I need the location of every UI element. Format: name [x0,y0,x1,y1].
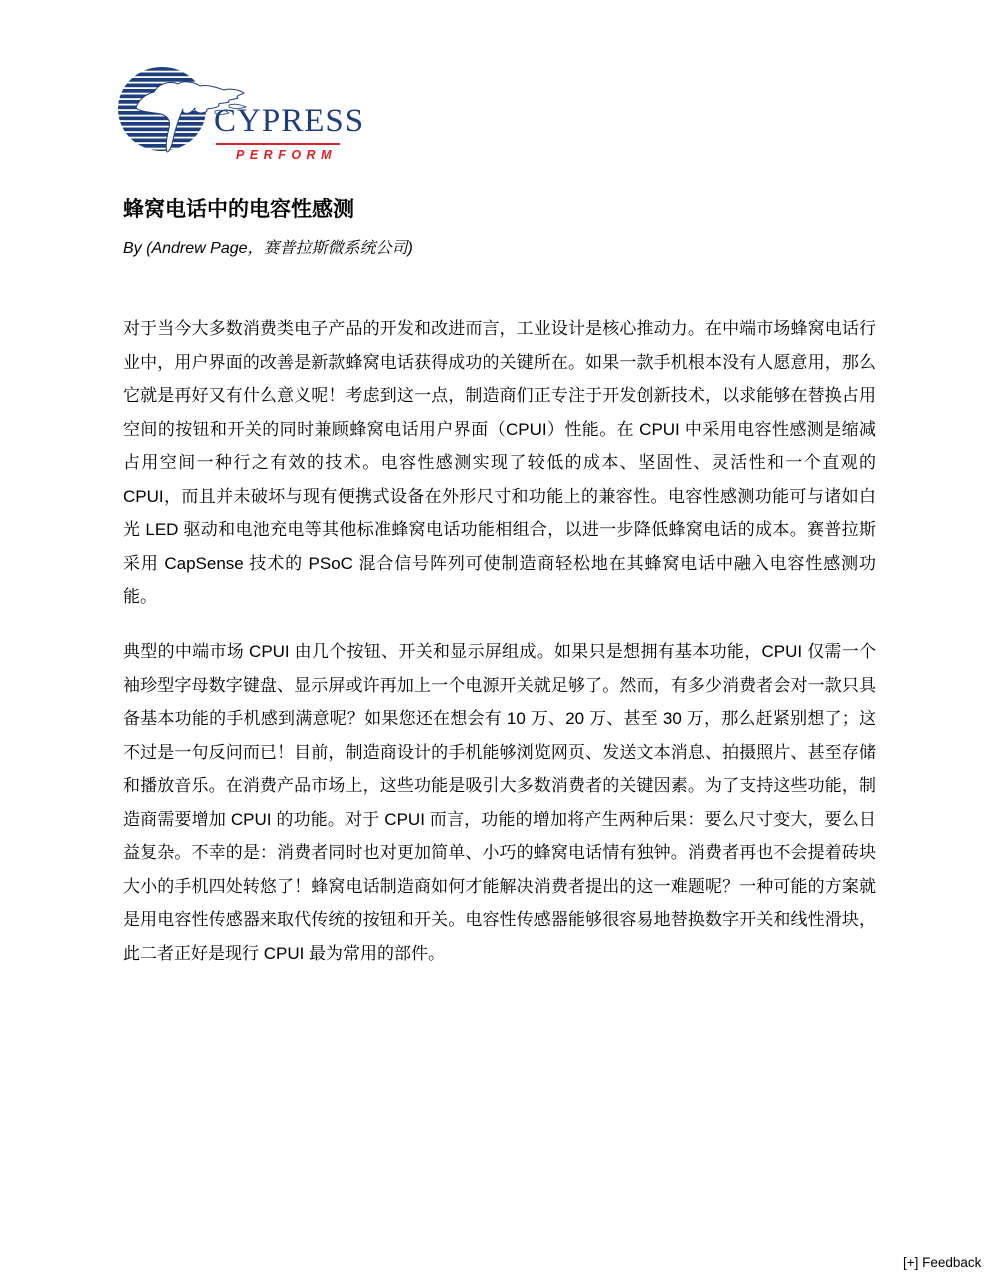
brand-tagline: PERFORM [236,148,337,162]
feedback-link[interactable]: [+] Feedback [903,1255,982,1270]
cypress-logo [116,64,365,168]
paragraph-1: 对于当今大多数消费类电子产品的开发和改进而言，工业设计是核心推动力。在中端市场蜂窝电话行业中，用户界面的改善是新款蜂窝电话获得成功的关键所在。如果一款手机根本没有人愿意用，那么它就是再好又有什么意义呢！考虑到这一点，制造商们正专注于开发创新技术，以求能够在替换占用空间的按钮和开关的同时兼顾蜂窝电话用户界面（CPUI）性能。在 CPUI 中采用电容性感测是缩减占用空间一种行之有效的技术。电容性感测实现了较低的成本、坚固性、灵活性和一个直观的 CPUI，而且并未破坏与现有便携式设备在外形尺寸和功能上的兼容性。电容性感测功能可与诸如白光 LED 驱动和电池充电等其他标准蜂窝电话功能相组合，以进一步降低蜂窝电话的成本。赛普拉斯采用 CapSense 技术的 PSoC 混合信号阵列可使制造商轻松地在其蜂窝电话中融入电容性感测功能。 [123,319,876,606]
brand-name: CYPRESS [214,103,365,139]
paragraph-2: 典型的中端市场 CPUI 由几个按钮、开关和显示屏组成。如果只是想拥有基本功能，CPUI 仅需一个袖珍型字母数字键盘、显示屏或许再加上一个电源开关就足够了。然而，有多少消费者会对一款只具备基本功能的手机感到满意呢？如果您还在想会有 10 万、20 万、甚至 30 万，那么赶紧别想了；这不过是一句反问而已！目前，制造商设计的手机能够浏览网页、发送文本消息、拍摄照片、甚至存储和播放音乐。在消费产品市场上，这些功能是吸引大多数消费者的关键因素。为了支持这些功能，制造商需要增加 CPUI 的功能。对于 CPUI 而言，功能的增加将产生两种后果：要么尺寸变大，要么日益复杂。不幸的是：消费者同时也对更加简单、小巧的蜂窝电话情有独钟。消费者再也不会提着砖块大小的手机四处转悠了！蜂窝电话制造商如何才能解决消费者提出的这一难题呢？一种可能的方案就是用电容性传感器来取代传统的按钮和开关。电容性传感器能够很容易地替换数字开关和线性滑块，此二者正好是现行 CPUI 最为常用的部件。 [123,642,876,963]
page-title: 蜂窝电话中的电容性感测 [123,198,354,221]
byline: By (Andrew Page，赛普拉斯微系统公司) [123,240,413,257]
brand-rule [216,143,340,145]
